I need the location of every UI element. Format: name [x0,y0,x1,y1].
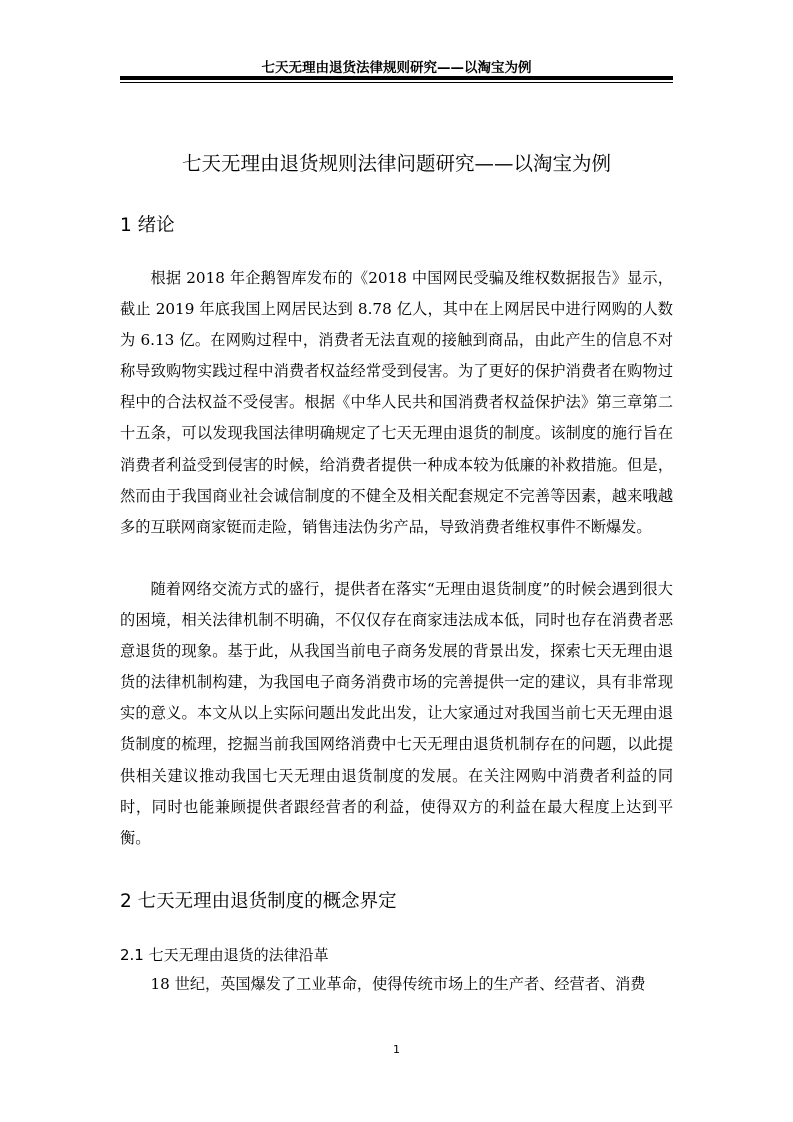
paragraph: 18 世纪，英国爆发了工业革命，使得传统市场上的生产者、经营者、消费 [150,975,646,993]
header-rule-thin [120,82,673,83]
running-title: 七天无理由退货法律规则研究——以淘宝为例 [261,60,532,76]
section-heading-concept: 2 七天无理由退货制度的概念界定 [120,891,397,912]
section-heading-intro: 1 绪论 [120,215,175,236]
document-title: 七天无理由退货规则法律问题研究——以淘宝为例 [181,152,611,175]
paragraph: 随着网络交流方式的盛行，提供者在落实“无理由退货制度”的时候会遇到很大的困境，相关法律机制不明确，不仅仅存在商家违法成本低，同时也存在消费者恶意退货的现象。基于此，从我国当前电子商务发展的背景出发，探索七天无理由退货的法律机制构建，为我国电子商务消费市场的完善提供一定的建议，具有非常现实的意义。本文从以上实际问题出发此出发，让大家通过对我国当前七天无理由退货制度的梳理，挖掘当前我国网络消费中七天无理由退货机制存在的问题，以此提供相关建议推动我国七天无理由退货制度的发展。在关注网购中消费者利益的同时，同时也能兼顾提供者跟经营者的利益，使得双方的利益在最大程度上达到平衡。 [120,580,673,847]
subsection-heading: 2.1 七天无理由退货的法律沿革 [120,946,329,964]
page-number: 1 [393,1043,400,1056]
header-rule-thick [120,76,673,80]
paragraph: 根据 2018 年企鹅智库发布的《2018 中国网民受骗及维权数据报告》显示，截止 2019 年底我国上网居民达到 8.78 亿人，其中在上网居民中进行网购的人数为 6.13 亿。在网购过程中，消费者无法直观的接触到商品，由此产生的信息不对称导致购物实践过程中消费者权益经常受到侵害。为了更好的保护消费者在购物过程中的合法权益不受侵害。根据《中华人民共和国消费者权益保护法》第三章第二十五条，可以发现我国法律明确规定了七天无理由退货的制度。该制度的施行旨在消费者利益受到侵害的时候，给消费者提供一种成本较为低廉的补救措施。但是，然而由于我国商业社会诚信制度的不健全及相关配套规定不完善等因素，越来哦越多的互联网商家铤而走险，销售违法伪劣产品，导致消费者维权事件不断爆发。 [120,269,673,536]
